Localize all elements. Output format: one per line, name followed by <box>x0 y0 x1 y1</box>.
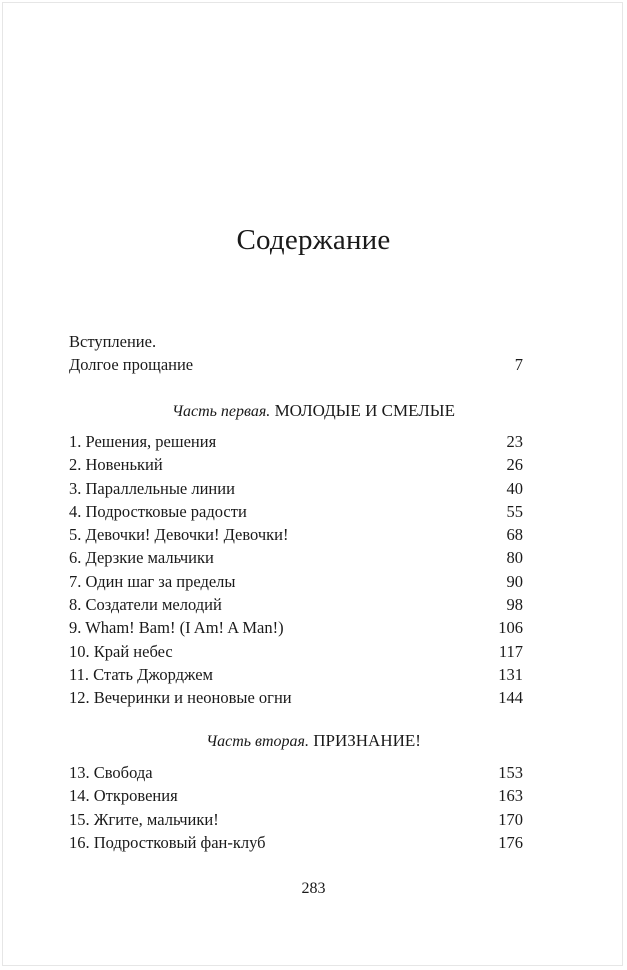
part-two-name: ПРИЗНАНИЕ! <box>313 731 421 750</box>
toc-entry[interactable] <box>69 523 523 546</box>
toc-entry-label: 4. Подростковые радости <box>69 501 247 521</box>
toc-intro <box>69 330 523 377</box>
toc-intro-label1: Вступление. <box>69 332 157 351</box>
toc-entry-label: 3. Параллельные линии <box>69 478 235 498</box>
toc-entry-label: 16. Подростковый фан-клуб <box>69 832 266 852</box>
toc-entry-label: 8. Создатели мелодий <box>69 595 222 615</box>
toc-entry[interactable] <box>69 663 523 686</box>
toc-entry-page: 153 <box>498 763 523 782</box>
toc-entry[interactable] <box>69 453 523 476</box>
toc-entry-label: 10. Край небес <box>69 641 173 661</box>
toc-part-two <box>69 761 523 854</box>
toc-entry-label: Долгое прощание <box>69 355 194 375</box>
toc-entry-page: 40 <box>506 478 523 498</box>
toc-entry[interactable] <box>69 761 523 784</box>
toc-entry[interactable] <box>69 593 523 616</box>
toc-entry-label: 15. Жгите, мальчики! <box>69 809 219 829</box>
toc-entry-page: 144 <box>498 688 523 708</box>
toc-entry[interactable] <box>69 616 523 639</box>
toc-entry-label: 2. Новенький <box>69 455 163 475</box>
toc-intro-line1 <box>69 330 523 353</box>
toc-entry-label: 11. Стать Джорджем <box>69 664 213 684</box>
toc-entry-page: 98 <box>506 595 523 615</box>
toc-entry-page: 80 <box>506 548 523 568</box>
toc-intro-entry[interactable] <box>69 353 523 376</box>
toc-entry-page: 170 <box>498 809 523 829</box>
toc-entry-page: 7 <box>514 355 523 375</box>
toc-entry-label: 5. Девочки! Девочки! Девочки! <box>69 525 289 545</box>
toc-entry-label: 14. Откровения <box>69 786 178 806</box>
toc-entry-page: 163 <box>498 786 523 806</box>
part-one-name: МОЛОДЫЕ И СМЕЛЫЕ <box>274 401 456 420</box>
toc-entry[interactable] <box>69 500 523 523</box>
toc-entry-page: 131 <box>498 664 523 684</box>
toc-entry[interactable] <box>69 784 523 807</box>
toc-entry[interactable] <box>69 831 523 854</box>
toc-entry-page: 26 <box>506 455 523 475</box>
toc-entry-page: 117 <box>498 641 523 661</box>
toc-entry-page: 55 <box>506 501 523 521</box>
page-number: 283 <box>301 880 326 897</box>
part-one-prefix: Часть первая. <box>171 403 271 420</box>
toc-entry[interactable] <box>69 546 523 569</box>
toc-entry-page: 23 <box>506 432 523 451</box>
toc-entry-label: 1. Решения, решения <box>69 432 217 451</box>
toc-entry[interactable] <box>69 640 523 663</box>
toc-entry[interactable] <box>69 570 523 593</box>
part-one-heading <box>0 401 627 421</box>
part-two-prefix: Часть вторая. <box>206 733 309 750</box>
toc-entry[interactable] <box>69 686 523 709</box>
toc-entry[interactable] <box>69 430 523 453</box>
toc-entry-label: 7. Один шаг за пределы <box>69 571 236 591</box>
toc-entry-page: 68 <box>506 525 523 545</box>
toc-entry[interactable] <box>69 477 523 500</box>
toc-entry-label: 13. Свобода <box>69 763 153 782</box>
toc-entry[interactable] <box>69 808 523 831</box>
part-two-heading <box>0 731 627 751</box>
toc-entry-label: 12. Вечеринки и неоновые огни <box>69 688 292 708</box>
toc-entry-page: 90 <box>506 571 523 591</box>
toc-entry-label: 9. Wham! Bam! (I Am! A Man!) <box>69 618 284 638</box>
toc-entry-page: 106 <box>498 618 523 638</box>
page-title: Содержание <box>236 224 391 256</box>
toc-part-one <box>69 430 523 710</box>
toc-entry-label: 6. Дерзкие мальчики <box>69 548 214 568</box>
toc-entry-page: 176 <box>498 832 523 852</box>
